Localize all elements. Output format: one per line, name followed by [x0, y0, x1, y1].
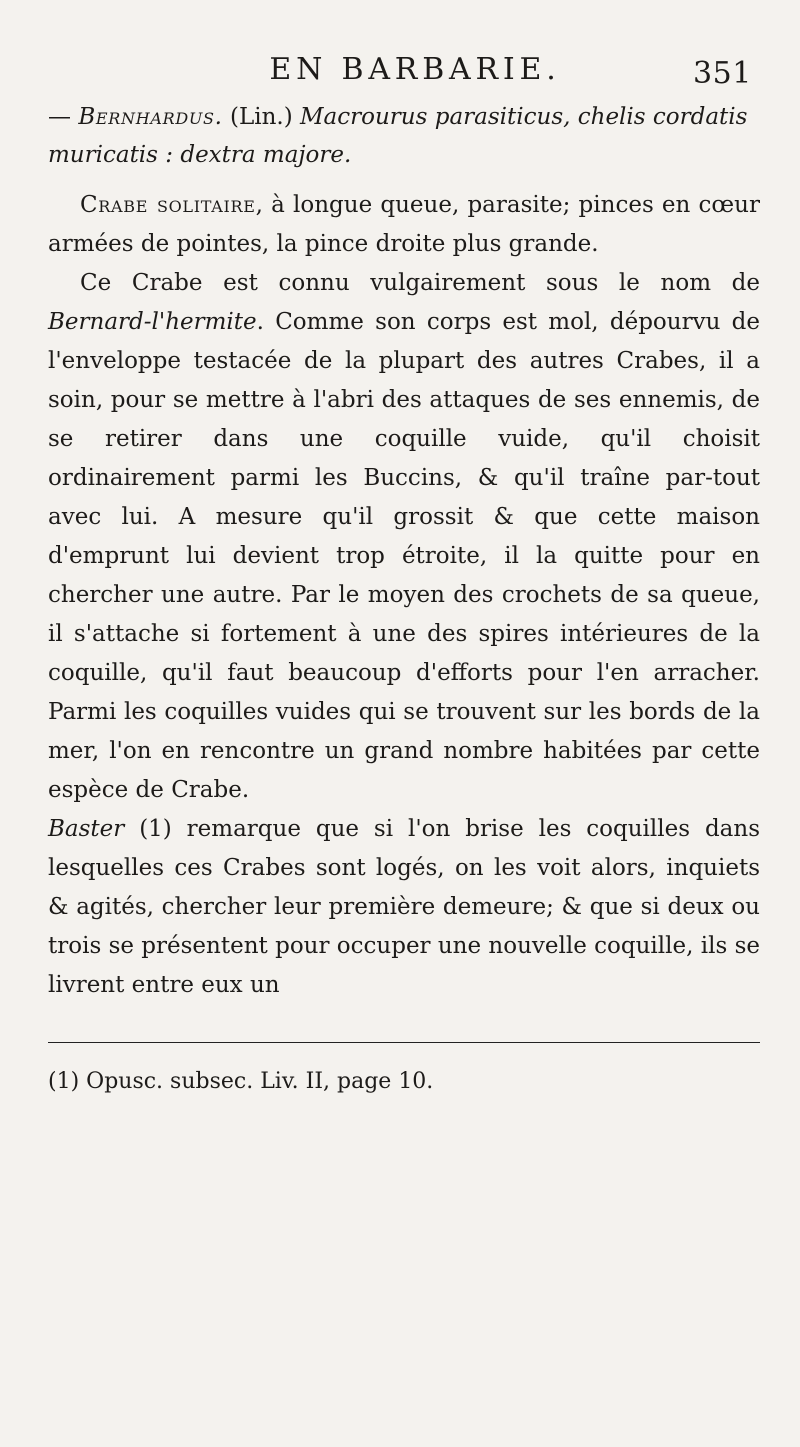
species-authority: (Lin.): [222, 104, 300, 130]
document-page: [48, 44, 760, 1097]
species-latin-name: Macrourus parasiticus: [300, 104, 564, 130]
footnote-separator: [48, 1042, 760, 1043]
running-head: [48, 44, 760, 96]
species-heading: [48, 98, 760, 174]
footnote: (1) Opusc. subsec. Liv. II, page 10.: [48, 1069, 434, 1094]
paragraph-description-text: , à longue queue, parasite; pinces en cœur armées de pointes, la pince droite plus grande.: [48, 192, 760, 257]
heading-dash: —: [48, 104, 79, 130]
running-title: EN BARBARIE.: [269, 52, 561, 87]
page-number: 351: [692, 56, 752, 91]
paragraph-bernard-hermit: [48, 264, 760, 810]
paragraph-baster-text: (1) remarque que si l'on brise les coquilles dans lesquelles ces Crabes sont logés, on les voit alors, inquiets & agités, chercher leur première demeure; & que si deux ou trois se présentent pour occuper une nouvelle coquille, ils se livrent entre eux un: [48, 816, 760, 998]
paragraph-description: [48, 186, 760, 264]
paragraph-description-lead: Crabe solitaire: [80, 192, 256, 218]
paragraph-baster-name: Baster: [48, 816, 125, 842]
species-name: Bernhardus.: [78, 104, 223, 130]
species-latin-description: , chelis cordatis muricatis : dextra majore.: [48, 104, 748, 168]
paragraph-bernard-hermit-after: . Comme son corps est mol, dépourvu de l'enveloppe testacée de la plupart des autres Crabes, il a soin, pour se mettre à l'abri des attaques de ses ennemis, de se retirer dans une coquille vuide, qu'il choisit ordinairement parmi les Buccins, & qu'il traîne par-tout avec lui. A mesure qu'il grossit & que cette maison d'emprunt lui devient trop étroite, il la quitte pour en chercher une autre. Par le moyen des crochets de sa queue, il s'attache si fortement à une des spires intérieures de la coquille, qu'il faut beaucoup d'efforts pour l'en arracher. Parmi les coquilles vuides qui se trouvent sur les bords de la mer, l'on en rencontre un grand nombre habitées par cette espèce de Crabe.: [48, 309, 760, 803]
paragraph-bernard-hermit-name: Bernard-l'hermite: [48, 309, 257, 335]
paragraph-bernard-hermit-before: Ce Crabe est connu vulgairement sous le nom de: [80, 270, 760, 296]
paragraph-baster: [48, 810, 760, 1005]
